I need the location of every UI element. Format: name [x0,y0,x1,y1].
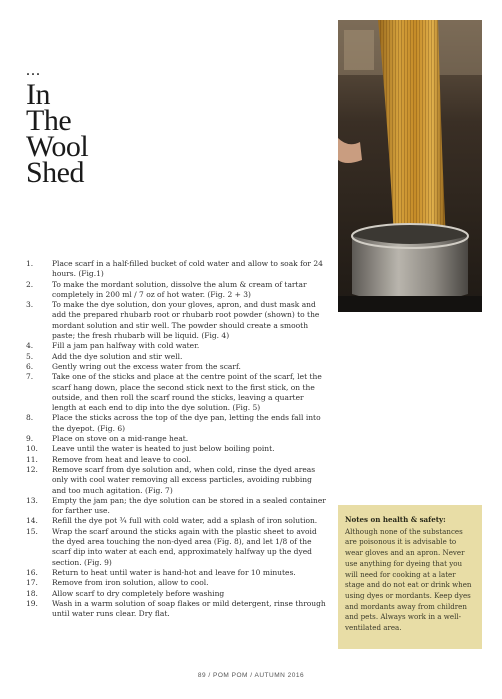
step-number: 4. [26,341,34,351]
list-item [26,372,326,413]
step-text: Remove from iron solution, allow to cool. [52,578,209,588]
step-text: Wash in a warm solution of soap flakes or mild detergent, rinse through until water runs clear. Dry flat. [52,598,326,619]
instructions-list [26,259,326,619]
title-dots: ... [26,62,41,79]
step-number: 5. [26,351,34,361]
step-number: 18. [26,588,38,598]
step-number: 11. [26,454,38,464]
step-text: Empty the jam pan; the dye solution can be stored in a sealed container for farther use. [52,495,326,516]
list-item [26,413,326,434]
list-item [26,589,326,599]
step-number: 16. [26,567,38,577]
step-text: Place the sticks across the top of the dye pan, letting the ends fall into the dyepot. (Fig. 6) [52,413,321,433]
step-number: 12. [26,464,38,474]
step-number: 15. [26,526,38,536]
list-item [26,444,326,454]
step-text: Take one of the sticks and place at the centre point of the scarf, let the scarf hang down, place the second stick next to the first stick, on the outside, and then roll the scarf round the sticks, leaving a quarter length at each end to dip into the dye solution. (Fig. 5) [52,372,322,413]
page-footer: 89 / POM POM / AUTUMN 2016 [197,672,305,679]
title-line: Shed [26,156,84,189]
title-line: Wool [26,130,89,163]
list-item [26,599,326,620]
step-number: 19. [26,598,38,608]
step-number: 17. [26,578,38,588]
step-number: 14. [26,516,38,526]
list-item [26,568,326,578]
list-item [26,465,326,496]
step-text: Remove from heat and leave to cool. [52,454,192,464]
step-number: 8. [26,413,34,423]
dyeing-photo [338,20,482,312]
step-text: Refill the dye pot ¾ full with cold water, add a splash of iron solution. [52,516,318,526]
step-text: Add the dye solution and stir well. [52,351,183,361]
step-text: Place scarf in a half-filled bucket of cold water and allow to soak for 24 hours. (Fig.1) [52,259,323,279]
health-safety-notes [338,505,482,649]
step-number: 13. [26,495,38,505]
page-title [26,78,176,189]
step-text: Wrap the scarf around the sticks again with the plastic sheet to avoid the dyed area touching the non-dyed area (Fig. 8), and let 1/8 of the scarf dip into water at each end, approximately halfway up the dyed section. (Fig. 9) [52,526,317,567]
list-item [26,341,326,351]
step-text: Gently wring out the excess water from the scarf. [52,361,241,371]
notes-heading: Notes on health & safety: [345,515,446,524]
title-line: The [26,104,72,137]
step-text: Fill a jam pan halfway with cold water. [52,341,200,351]
dyed-scarf-illustration [338,20,482,312]
list-item [26,516,326,526]
step-number: 1. [26,259,34,268]
list-item [26,280,326,301]
step-number: 3. [26,300,34,310]
step-text: Remove scarf from dye solution and, when cold, rinse the dyed areas only with cool water removing all excess particles, avoiding rubbing and too much agitation. (Fig. 7) [52,464,316,495]
step-number: 9. [26,434,34,444]
step-number: 7. [26,372,34,382]
list-item [26,300,326,341]
list-item [26,527,326,568]
step-text: Leave until the water is heated to just below boiling point. [52,444,275,454]
step-text: To make the dye solution, don your gloves, apron, and dust mask and add the prepared rhubarb root or rhubarb root powder (shown) to the mordant solution and stir well. The powder should create a smooth paste; the fresh rhubarb will be liquid. (Fig. 4) [52,300,320,341]
step-text: Allow scarf to dry completely before washing [52,588,225,598]
list-item [26,362,326,372]
step-text: Place on stove on a mid-range heat. [52,434,189,444]
list-item [26,434,326,444]
step-number: 10. [26,444,38,454]
step-number: 2. [26,279,34,289]
list-item [26,352,326,362]
list-item [26,496,326,517]
list-item [26,259,326,280]
list-item [26,578,326,588]
step-text: Return to heat until water is hand-hot and leave for 10 minutes. [52,567,296,577]
list-item [26,455,326,465]
step-number: 6. [26,361,34,371]
notes-body: Although none of the substances are poisonous it is advisable to wear gloves and an apron. Never use anything for dyeing that you will need for cooking at a later stage and do not eat or drink when using dyes or mordants. Keep dyes and mordants away from children and pets. Always work in a well-ventilated area. [345,526,472,633]
step-text: To make the mordant solution, dissolve the alum & cream of tartar completely in 200 ml / 7 oz of hot water. (Fig. 2 + 3) [52,279,307,299]
title-line: In [26,78,50,111]
